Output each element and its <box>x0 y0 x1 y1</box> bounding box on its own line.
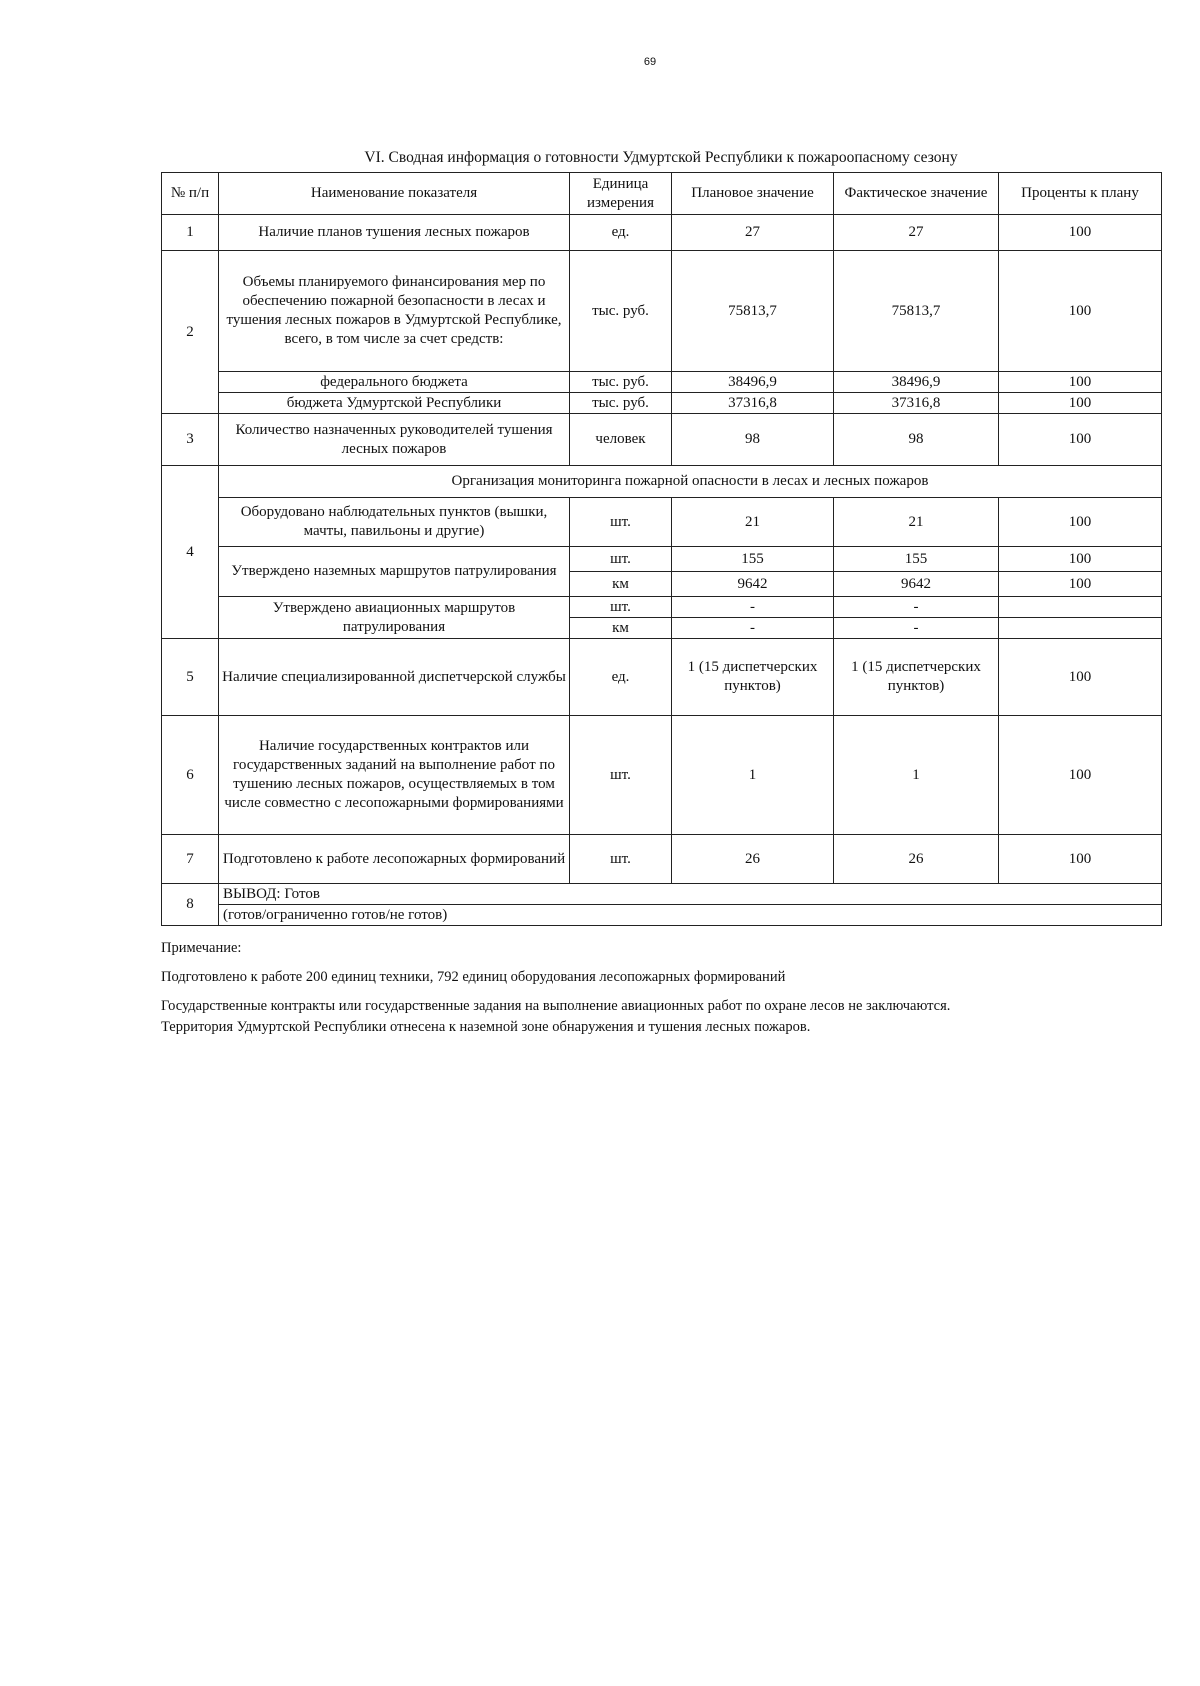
row-percent: 100 <box>999 716 1162 835</box>
note-line: Государственные контракты или государственные задания на выполнение авиационных работ по охране лесов не заключаются. <box>161 998 951 1014</box>
header-plan: Плановое значение <box>672 173 834 215</box>
row-fact: 98 <box>834 414 999 466</box>
row-num: 7 <box>162 835 219 884</box>
row-unit: шт. <box>570 835 672 884</box>
row-fact: - <box>834 597 999 618</box>
table-row <box>162 597 1162 618</box>
notes-section <box>161 938 1171 1038</box>
row-plan: 155 <box>672 547 834 572</box>
row-num: 3 <box>162 414 219 466</box>
row-fact: 75813,7 <box>834 251 999 372</box>
row-percent: 100 <box>999 393 1162 414</box>
table-row <box>162 414 1162 466</box>
row-plan: 37316,8 <box>672 393 834 414</box>
conclusion-value: ВЫВОД: Готов <box>219 884 1162 905</box>
row-name: бюджета Удмуртской Республики <box>219 393 570 414</box>
row-unit: тыс. руб. <box>570 251 672 372</box>
row-plan: 26 <box>672 835 834 884</box>
table-row <box>162 215 1162 251</box>
readiness-summary-table <box>161 172 1162 926</box>
note-line: Подготовлено к работе 200 единиц техники, 792 единиц оборудования лесопожарных формирований <box>161 969 786 985</box>
row-percent: 100 <box>999 835 1162 884</box>
row-fact: 27 <box>834 215 999 251</box>
row-percent: 100 <box>999 251 1162 372</box>
row-fact: - <box>834 618 999 639</box>
row-num: 8 <box>162 884 219 926</box>
row-fact: 155 <box>834 547 999 572</box>
table-row <box>162 716 1162 835</box>
row-fact: 26 <box>834 835 999 884</box>
row-num: 5 <box>162 639 219 716</box>
table-row <box>162 835 1162 884</box>
row-percent <box>999 597 1162 618</box>
row-plan: 98 <box>672 414 834 466</box>
row-unit: человек <box>570 414 672 466</box>
row-percent: 100 <box>999 498 1162 547</box>
row-fact: 1 (15 диспетчерских пунктов) <box>834 639 999 716</box>
table-row <box>162 372 1162 393</box>
header-fact: Фактическое значение <box>834 173 999 215</box>
row-num: 4 <box>162 466 219 639</box>
row-name: Наличие государственных контрактов или государственных заданий на выполнение работ по тушению лесных пожаров, осуществляемых в том числе совместно с лесопожарными формированиями <box>219 716 570 835</box>
row-name: Утверждено авиационных маршрутов патрулирования <box>219 597 570 639</box>
note-line: Территория Удмуртской Республики отнесена к наземной зоне обнаружения и тушения лесных пожаров. <box>161 1019 811 1035</box>
row-name: Подготовлено к работе лесопожарных формирований <box>219 835 570 884</box>
row-plan: 1 <box>672 716 834 835</box>
notes-label: Примечание: <box>161 940 242 956</box>
row-fact: 38496,9 <box>834 372 999 393</box>
row-unit: шт. <box>570 597 672 618</box>
table-row <box>162 905 1162 926</box>
row-name: федерального бюджета <box>219 372 570 393</box>
row-plan: - <box>672 597 834 618</box>
row-fact: 37316,8 <box>834 393 999 414</box>
table-row <box>162 466 1162 498</box>
header-unit: Единица измерения <box>570 173 672 215</box>
row-name: Наличие планов тушения лесных пожаров <box>219 215 570 251</box>
table-row <box>162 498 1162 547</box>
row-name: Утверждено наземных маршрутов патрулирования <box>219 547 570 597</box>
row-percent: 100 <box>999 372 1162 393</box>
row-name: Наличие специализированной диспетчерской службы <box>219 639 570 716</box>
table-row <box>162 251 1162 372</box>
row-plan: 9642 <box>672 572 834 597</box>
row-percent: 100 <box>999 547 1162 572</box>
row-percent: 100 <box>999 572 1162 597</box>
table-row <box>162 639 1162 716</box>
row-num: 2 <box>162 251 219 414</box>
table-row <box>162 393 1162 414</box>
page-number: 69 <box>643 56 657 68</box>
row-plan: 21 <box>672 498 834 547</box>
row-unit: ед. <box>570 215 672 251</box>
row-unit: км <box>570 618 672 639</box>
header-percent: Проценты к плану <box>999 173 1162 215</box>
row-plan: 27 <box>672 215 834 251</box>
row-percent <box>999 618 1162 639</box>
row-plan: - <box>672 618 834 639</box>
table-row <box>162 547 1162 572</box>
row-name: Объемы планируемого финансирования мер по обеспечению пожарной безопасности в лесах и тушения лесных пожаров в Удмуртской Республике, всего, в том числе за счет средств: <box>219 251 570 372</box>
table-row <box>162 884 1162 905</box>
row-fact: 1 <box>834 716 999 835</box>
row-percent: 100 <box>999 639 1162 716</box>
row-name: Оборудовано наблюдательных пунктов (вышки, мачты, павильоны и другие) <box>219 498 570 547</box>
row-num: 6 <box>162 716 219 835</box>
row-fact: 21 <box>834 498 999 547</box>
row-unit: тыс. руб. <box>570 372 672 393</box>
row-unit: ед. <box>570 639 672 716</box>
row-percent: 100 <box>999 215 1162 251</box>
row-plan: 1 (15 диспетчерских пунктов) <box>672 639 834 716</box>
section-heading: Организация мониторинга пожарной опасности в лесах и лесных пожаров <box>219 466 1162 498</box>
row-unit: шт. <box>570 716 672 835</box>
header-num: № п/п <box>162 173 219 215</box>
row-fact: 9642 <box>834 572 999 597</box>
row-unit: шт. <box>570 547 672 572</box>
row-unit: тыс. руб. <box>570 393 672 414</box>
row-plan: 75813,7 <box>672 251 834 372</box>
document-title: VI. Сводная информация о готовности Удмуртской Республики к пожароопасному сезону <box>364 149 958 166</box>
row-percent: 100 <box>999 414 1162 466</box>
row-name: Количество назначенных руководителей тушения лесных пожаров <box>219 414 570 466</box>
row-num: 1 <box>162 215 219 251</box>
row-unit: шт. <box>570 498 672 547</box>
row-unit: км <box>570 572 672 597</box>
table-header-row <box>162 173 1162 215</box>
row-plan: 38496,9 <box>672 372 834 393</box>
header-name: Наименование показателя <box>219 173 570 215</box>
conclusion-hint: (готов/ограниченно готов/не готов) <box>219 905 1162 926</box>
